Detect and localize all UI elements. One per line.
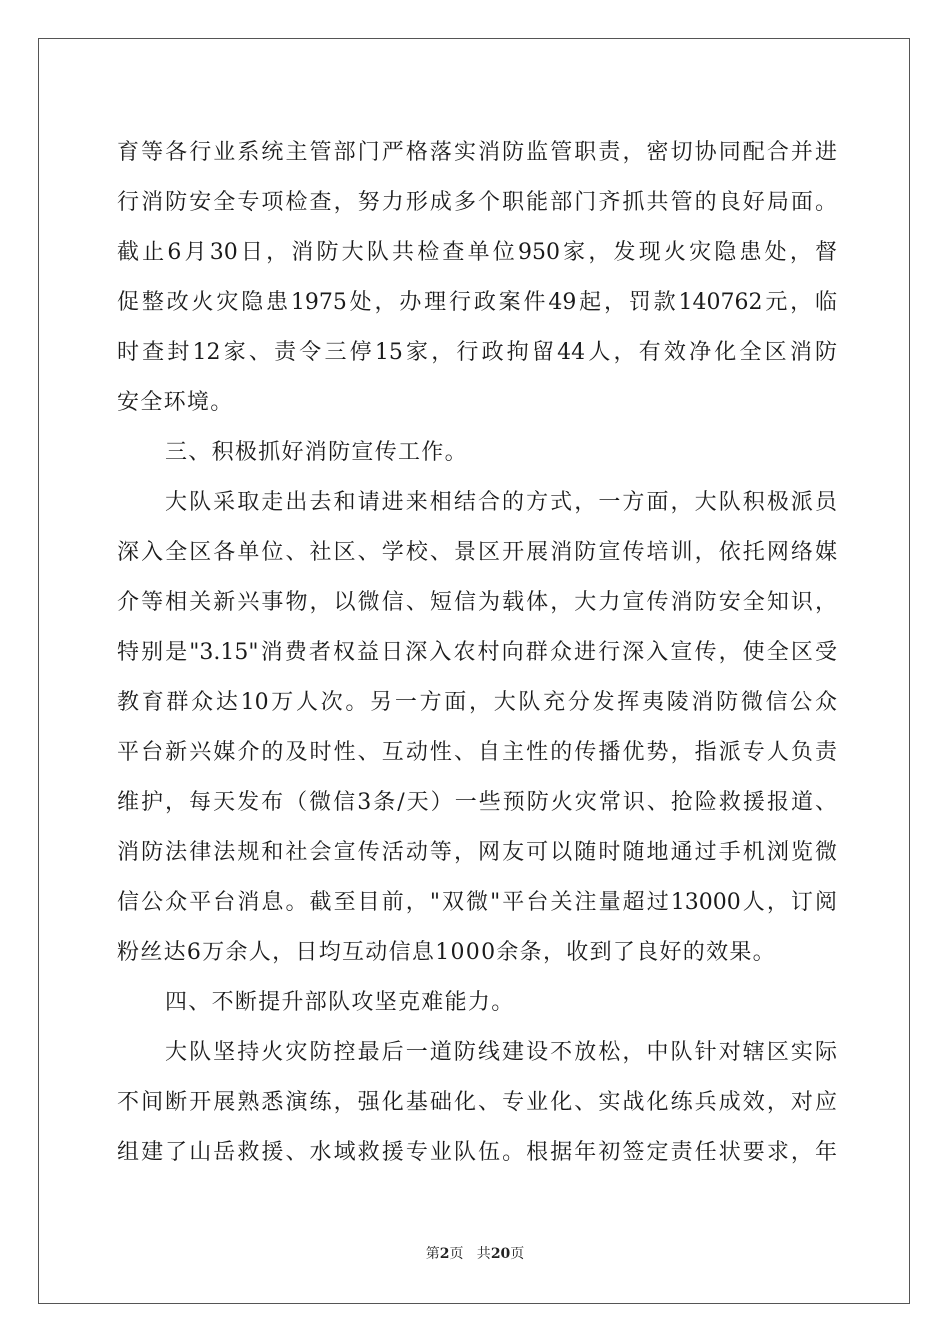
page-mid-text: 页 共	[449, 1246, 491, 1262]
current-page-number: 2	[439, 1246, 450, 1262]
text-line: 时查封12家、责令三停15家，行政拘留44人，有效净化全区消防	[117, 340, 837, 365]
document-body	[117, 128, 837, 1178]
text-line: 大队采取走出去和请进来相结合的方式，一方面，大队积极派员	[165, 490, 837, 515]
section-heading: 四、不断提升部队攻坚克难能力。	[165, 990, 515, 1015]
text-line: 不间断开展熟悉演练，强化基础化、专业化、实战化练兵成效，对应	[117, 1090, 837, 1115]
text-line: 维护，每天发布（微信3条/天）一些预防火灾常识、抢险救援报道、	[117, 790, 837, 815]
text-line: 平台新兴媒介的及时性、互动性、自主性的传播优势，指派专人负责	[117, 740, 837, 765]
text-line: 安全环境。	[117, 390, 234, 415]
text-line: 消防法律法规和社会宣传活动等，网友可以随时随地通过手机浏览微	[117, 840, 837, 865]
text-line: 育等各行业系统主管部门严格落实消防监管职责，密切协同配合并进	[117, 140, 837, 165]
text-line: 教育群众达10万人次。另一方面，大队充分发挥夷陵消防微信公众	[117, 690, 837, 715]
text-line: 深入全区各单位、社区、学校、景区开展消防宣传培训，依托网络媒	[117, 540, 837, 565]
text-line: 特别是"3.15"消费者权益日深入农村向群众进行深入宣传，使全区受	[117, 640, 837, 665]
page-suffix: 页	[510, 1246, 525, 1262]
text-line: 截止6月30日，消防大队共检查单位950家，发现火灾隐患处，督	[117, 240, 837, 265]
text-line: 大队坚持火灾防控最后一道防线建设不放松，中队针对辖区实际	[165, 1040, 837, 1065]
text-line: 信公众平台消息。截至目前，"双微"平台关注量超过13000人，订阅	[117, 890, 837, 915]
text-line: 促整改火灾隐患1975处，办理行政案件49起，罚款140762元，临	[117, 290, 837, 315]
text-line: 行消防安全专项检查，努力形成多个职能部门齐抓共管的良好局面。	[117, 190, 837, 215]
page-number-footer	[0, 1243, 950, 1263]
page-prefix: 第	[425, 1246, 440, 1262]
total-pages-number: 20	[490, 1246, 511, 1262]
text-line: 粉丝达6万余人，日均互动信息1000余条，收到了良好的效果。	[117, 940, 776, 965]
text-line: 组建了山岳救援、水域救援专业队伍。根据年初签定责任状要求，年	[117, 1140, 837, 1165]
text-line: 介等相关新兴事物，以微信、短信为载体，大力宣传消防安全知识，	[117, 590, 837, 615]
section-heading: 三、积极抓好消防宣传工作。	[165, 440, 468, 465]
